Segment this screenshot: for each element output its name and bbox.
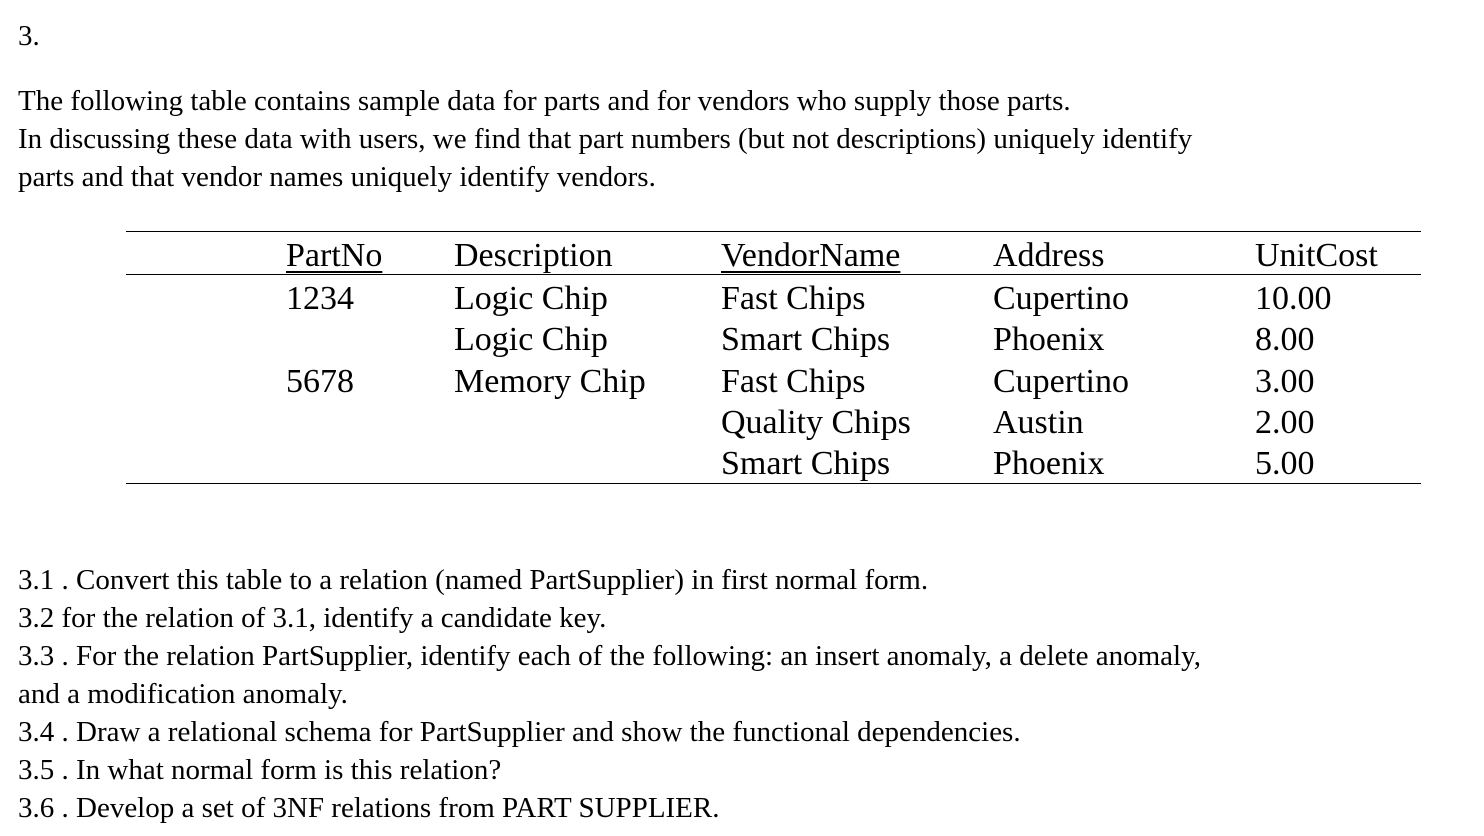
question-3-6: 3.6 . Develop a set of 3NF relations from PART SUPPLIER. xyxy=(18,792,720,824)
header-description: Description xyxy=(454,237,613,274)
table-top-rule xyxy=(126,231,1421,232)
table-cell: Fast Chips xyxy=(721,280,866,317)
table-cell: Quality Chips xyxy=(721,404,911,441)
problem-number: 3. xyxy=(18,20,40,52)
table-cell: 3.00 xyxy=(1255,363,1315,400)
intro-line-3: parts and that vendor names uniquely identify vendors. xyxy=(18,161,656,193)
table-cell: 5.00 xyxy=(1255,445,1315,482)
header-address: Address xyxy=(993,237,1105,274)
table-cell: Austin xyxy=(993,404,1084,441)
table-cell: Phoenix xyxy=(993,321,1105,358)
table-cell: Smart Chips xyxy=(721,445,891,482)
table-cell: 5678 xyxy=(286,363,354,400)
table-cell: 10.00 xyxy=(1255,280,1332,317)
question-3-2: 3.2 for the relation of 3.1, identify a candidate key. xyxy=(18,602,607,634)
table-cell: Cupertino xyxy=(993,280,1129,317)
header-partno: PartNo xyxy=(286,237,383,274)
header-unitcost: UnitCost xyxy=(1255,237,1378,274)
intro-line-1: The following table contains sample data for parts and for vendors who supply those parts. xyxy=(18,85,1071,117)
question-3-1: 3.1 . Convert this table to a relation (named PartSupplier) in first normal form. xyxy=(18,564,929,596)
table-cell: Logic Chip xyxy=(454,280,608,317)
table-cell: Cupertino xyxy=(993,363,1129,400)
question-3-3: 3.3 . For the relation PartSupplier, identify each of the following: an insert anomaly, a delete anomaly, xyxy=(18,640,1201,672)
question-3-3-continued: and a modification anomaly. xyxy=(18,678,348,710)
table-cell: 8.00 xyxy=(1255,321,1315,358)
intro-line-2: In discussing these data with users, we find that part numbers (but not descriptions) uniquely identify xyxy=(18,123,1193,155)
table-cell: Smart Chips xyxy=(721,321,891,358)
question-3-5: 3.5 . In what normal form is this relation? xyxy=(18,754,502,786)
question-3-4: 3.4 . Draw a relational schema for PartSupplier and show the functional dependencies. xyxy=(18,716,1021,748)
table-cell: 1234 xyxy=(286,280,354,317)
table-cell: Logic Chip xyxy=(454,321,608,358)
table-cell: Fast Chips xyxy=(721,363,866,400)
table-cell: Phoenix xyxy=(993,445,1105,482)
header-vendorname: VendorName xyxy=(721,237,901,274)
table-cell: Memory Chip xyxy=(454,363,646,400)
table-cell: 2.00 xyxy=(1255,404,1315,441)
